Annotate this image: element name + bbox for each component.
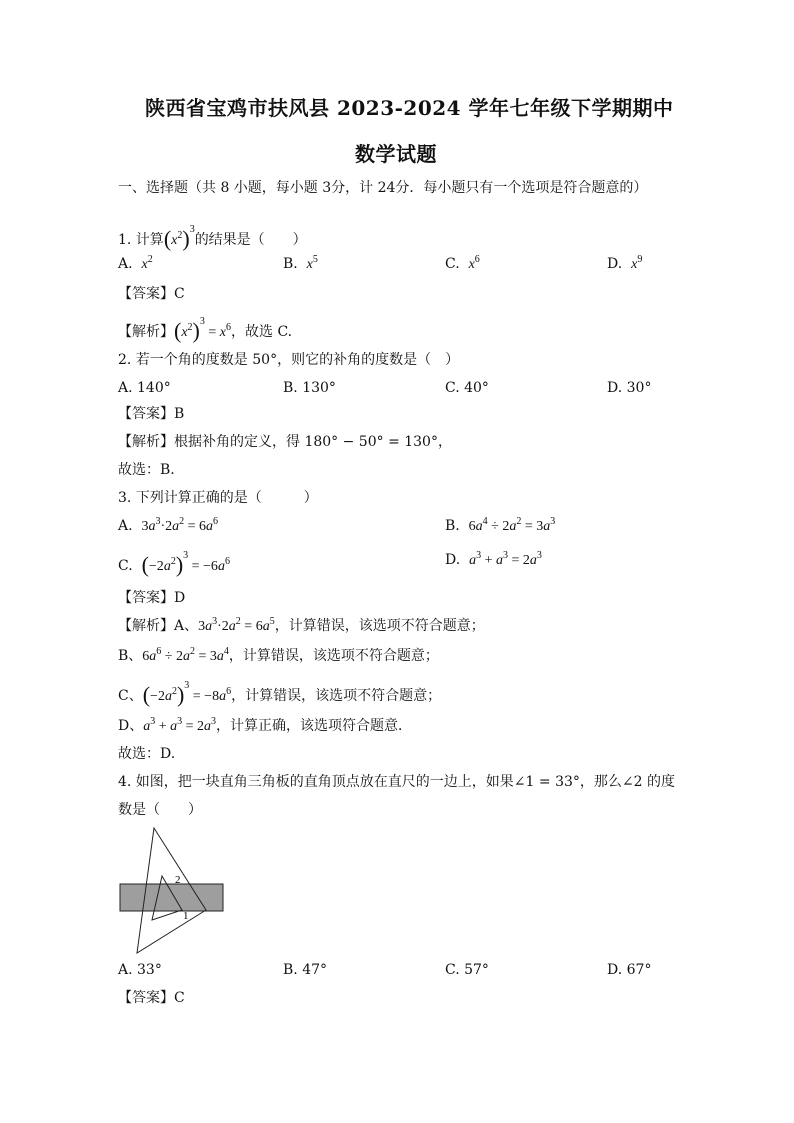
q2-answer [118, 406, 184, 423]
section-heading: 一、选择题（共 8 小题，每小题 3分，计 24分．每小题只有一个选项是符合题意的） [118, 180, 648, 196]
q2-option-c: C. 40° [445, 380, 489, 396]
q1-option-a: A. $x^2$ [118, 254, 153, 272]
q2-answer-value: B [174, 406, 185, 422]
q1-option-d-label: D. [607, 256, 623, 272]
q3-option-b: B. $6a^4 \div 2a^2 = 3a^3$ [445, 516, 556, 534]
fig-label-1: 1 [183, 910, 189, 922]
question-1 [118, 224, 307, 252]
q1-option-b: B. $x^5$ [283, 254, 318, 272]
q2-analysis [118, 434, 452, 451]
question-4-line2: 数是（ ） [118, 802, 202, 818]
q2-option-b: B. 130° [283, 380, 336, 396]
page-title-line1: 陕西省宝鸡市扶风县 2023-2024 学年七年级下学期期中 [145, 96, 674, 120]
q4-answer [118, 990, 185, 1007]
question-4-line1: 4. 如图，把一块直角三角板的直角顶点放在直尺的一边上，如果∠1 = 33°，那么∠2 的度 [118, 774, 675, 790]
q1-paren: ( [163, 226, 172, 251]
answer-tag: 【答案】 [118, 990, 174, 1006]
q3-option-d: D. $a^3 + a^3 = 2a^3$ [445, 550, 542, 568]
q1-outer-exp: 3 [189, 224, 195, 235]
q3-analysis-b: B、$6a^6 \div 2a^2 = 3a^4$，计算错误，该选项不符合题意； [118, 646, 439, 664]
q3-option-a: A. $3a^3\cdot 2a^2 = 6a^6$ [118, 516, 219, 534]
q1-option-a-label: A. [118, 256, 133, 272]
q1-prefix: 1. 计算 [118, 232, 164, 248]
answer-tag: 【答案】 [118, 590, 174, 606]
q3-analysis-d: D、$a^3 + a^3 = 2a^3$，计算正确，该选项符合题意． [118, 716, 413, 734]
fig-label-2: 2 [175, 874, 181, 886]
q1-analysis: 【解析】$(x^2)^3 = x^6$，故选 C. [118, 316, 293, 343]
q2-analysis-text: 根据补角的定义，得 180° − 50° = 130°， [174, 434, 452, 450]
q4-option-c: C. 57° [445, 962, 489, 978]
analysis-tag: 【解析】 [118, 434, 174, 450]
ruler-shape [120, 884, 223, 911]
q1-analysis-suffix: ，故选 C. [231, 324, 293, 340]
q1-answer [118, 286, 185, 303]
q1-option-d: D. $x^9$ [607, 254, 643, 272]
question-2: 2. 若一个角的度数是 50°，则它的补角的度数是（ ） [118, 352, 460, 368]
q1-option-c: C. $x^6$ [445, 254, 480, 272]
answer-tag: 【答案】 [118, 286, 174, 302]
q2-option-d: D. 30° [607, 380, 652, 396]
analysis-tag: 【解析】 [118, 324, 174, 340]
analysis-tag: 【解析】 [118, 618, 174, 634]
q4-figure [110, 820, 240, 960]
q1-option-c-label: C. [445, 256, 460, 272]
q1-answer-value: C [174, 286, 185, 302]
q3-conclusion: 故选：D. [118, 746, 176, 762]
q3-option-c: C. $(-2a^2)^3 = -6a^6$ [118, 550, 230, 577]
q1-expr: $x^2$ [171, 230, 183, 248]
q3-analysis-d-suffix: ，计算正确，该选项符合题意． [216, 718, 413, 734]
q2-conclusion: 故选：B. [118, 462, 175, 478]
q3-analysis-a-suffix: ，计算错误，该选项不符合题意； [274, 618, 485, 634]
q3-analysis-a: 【解析】A、$3a^3\cdot 2a^2 = 6a^5$，计算错误，该选项不符合题意； [118, 616, 485, 634]
q1-paren-close: ) [182, 226, 190, 251]
q4-answer-value: C [174, 990, 185, 1006]
q3-analysis-b-suffix: ，计算错误，该选项不符合题意； [228, 648, 439, 664]
q3-analysis-c-suffix: ，计算错误，该选项不符合题意； [231, 688, 442, 704]
q4-option-d: D. 67° [607, 962, 652, 978]
q1-option-b-label: B. [283, 256, 298, 272]
q3-answer [118, 590, 185, 607]
q2-option-a: A. 140° [118, 380, 171, 396]
question-3: 3. 下列计算正确的是（ ） [118, 490, 318, 506]
q1-suffix: 的结果是（ ） [194, 232, 307, 248]
q3-answer-value: D [174, 590, 186, 606]
q4-option-b: B. 47° [283, 962, 328, 978]
q3-analysis-c: C、$(-2a^2)^3 = -8a^6$，计算错误，该选项不符合题意； [118, 680, 442, 707]
page-title-line2: 数学试题 [355, 142, 437, 166]
answer-tag: 【答案】 [118, 406, 174, 422]
q4-option-a: A. 33° [118, 962, 162, 978]
